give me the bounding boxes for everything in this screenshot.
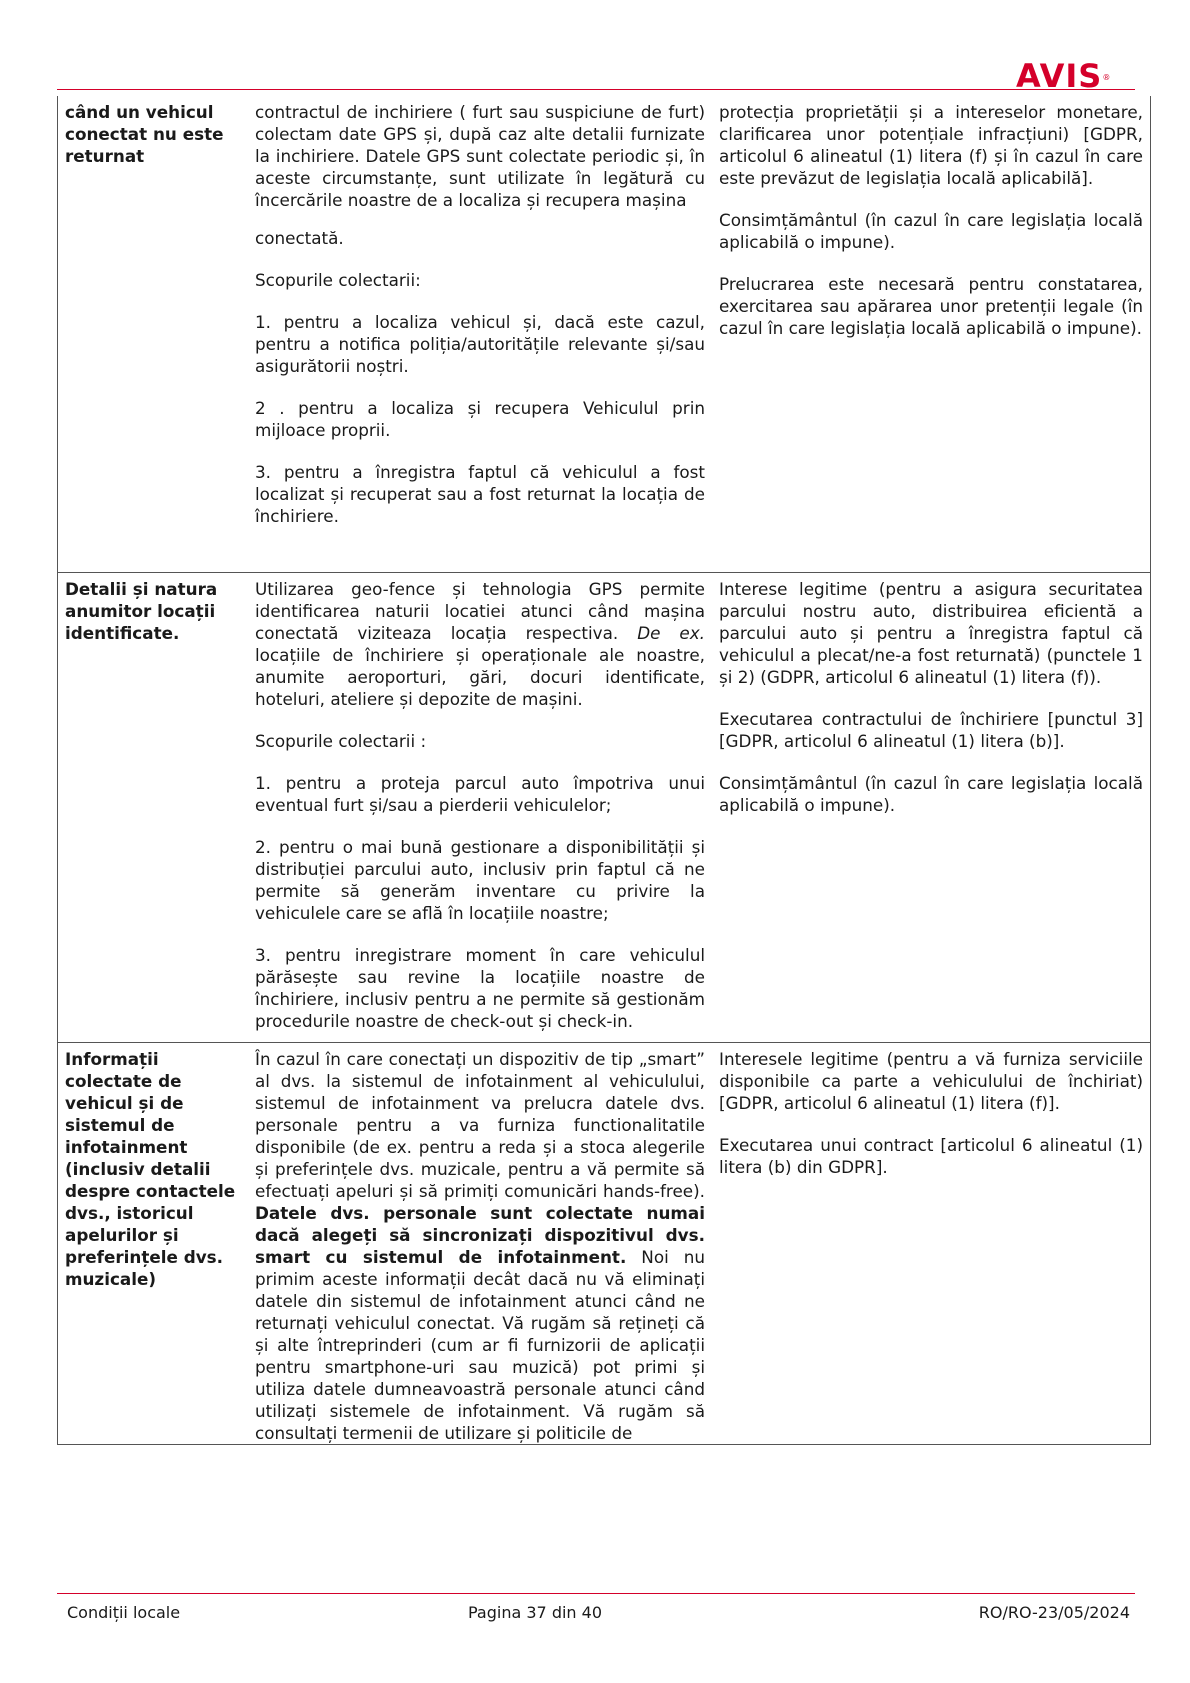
details-paragraph [255, 1048, 705, 1444]
details-cell [248, 572, 712, 1042]
details-italic: De ex. [637, 622, 705, 643]
details-paragraph: contractul de inchiriere ( furt sau suspiciune de furt) colectam date GPS și, după caz alte detalii furnizate la inchiriere. Datele GPS sunt colectate periodic și, în aceste circumstanțe, sunt utilizate în legătură cu încercările noastre de a localiza și recupera mașina [255, 102, 705, 210]
details-paragraph: 1. pentru a localiza vehicul și, dacă este cazul, pentru a notifica poliția/autoritățile relevante și/sau asigurătorii noștri. [255, 312, 705, 376]
details-text: locațiile de închiriere și operaționale ale noastre, anumite aeroporturi, gări, docuri identificate, hoteluri, ateliere și depozite de mașini. [255, 644, 705, 709]
header-rule [57, 89, 1135, 90]
footer-doc-ref: RO/RO-23/05/2024 [978, 1603, 1130, 1622]
basis-paragraph: Executarea unui contract [articolul 6 alineatul (1) litera (b) din GDPR]. [719, 1134, 1143, 1177]
details-paragraph: Scopurile colectarii : [255, 730, 427, 751]
basis-cell [712, 1042, 1151, 1444]
logo-text: AVIS [1016, 57, 1103, 95]
table-row [58, 1042, 1151, 1444]
details-cell [248, 1042, 712, 1444]
category-cell: Detalii și natura anumitor locații identificate. [58, 572, 249, 1042]
details-paragraph: 1. pentru a proteja parcul auto împotriva unui eventual furt și/sau a pierderii vehiculelor; [255, 772, 705, 815]
details-paragraph: 2 . pentru a localiza și recupera Vehiculul prin mijloace proprii. [255, 398, 705, 440]
basis-cell [712, 96, 1151, 572]
details-paragraph: 3. pentru a înregistra faptul că vehiculul a fost localizat și recuperat sau a fost returnat la locația de închiriere. [255, 462, 705, 526]
basis-paragraph: Interese legitime (pentru a asigura securitatea parcului nostru auto, distribuirea eficientă a parcului auto și pentru a înregistra faptul că vehiculul a plecat/ne-a fost returnată) (punctele 1 și 2) (GDPR, articolul 6 alineatul (1) litera (f)). [719, 578, 1143, 687]
details-paragraph: 3. pentru inregistrare moment în care vehiculul părăsește sau revine la locațiile noastre de închiriere, inclusiv pentru a ne permite să gestionăm procedurile noastre de check-out și check-in. [255, 944, 705, 1031]
basis-paragraph: protecția proprietății și a intereselor monetare, clarificarea unor potențiale infracțiuni) [GDPR, articolul 6 alineatul (1) litera (f) și în cazul în care este prevăzut de legislația locală aplicabilă]. [719, 102, 1143, 188]
footer-left: Condiții locale [67, 1603, 181, 1622]
table-row [58, 572, 1151, 1042]
details-paragraph: Scopurile colectarii: [255, 270, 421, 290]
basis-paragraph: Interesele legitime (pentru a vă furniza serviciile disponibile ca parte a vehiculului de închiriat) [GDPR, articolul 6 alineatul (1) litera (f)]. [719, 1048, 1143, 1113]
details-bold: Datele dvs. personale sunt colectate numai dacă alegeți să sincronizați dispozitivul dvs. smart cu sistemul de infotainment. [255, 1202, 705, 1267]
data-processing-table [57, 96, 1151, 1445]
basis-paragraph: Consimțământul (în cazul în care legislația locală aplicabilă o impune). [719, 772, 1143, 815]
footer-page-number: Pagina 37 din 40 [468, 1603, 602, 1622]
basis-cell [712, 572, 1151, 1042]
table-row [58, 96, 1151, 572]
details-paragraph: 2. pentru o mai bună gestionare a disponibilității și distribuției parcului auto, inclusiv prin faptul că ne permite să generăm inventare cu privire la vehiculele care se află în locațiile noastre; [255, 836, 705, 923]
basis-paragraph: Prelucrarea este necesară pentru constatarea, exercitarea sau apărarea unor pretenții legale (în cazul în care legislația locală aplicabilă o impune). [719, 274, 1143, 338]
details-paragraph [255, 578, 705, 710]
category-cell: Informații colectate de vehicul și de sistemul de infotainment (inclusiv detalii despre contactele dvs., istoricul apelurilor și preferințele dvs. muzicale) [58, 1042, 249, 1444]
category-cell: când un vehicul conectat nu este returnat [58, 96, 249, 572]
details-text: Noi nu primim aceste informații decât dacă nu vă eliminați datele din sistemul de infotainment atunci când ne returnați vehiculul conectat. Vă rugăm să rețineți că și alte întreprinderi (cum ar fi furnizorii de aplicații pentru smartphone-uri sau muzică) pot primi și utiliza datele dumneavoastră personale atunci când utilizați sistemele de infotainment. Vă rugăm să consultați termenii de utilizare și politicile de [255, 1246, 705, 1443]
details-text: În cazul în care conectați un dispozitiv de tip „smart” al dvs. la sistemul de infotainment al vehiculului, sistemul de infotainment va prelucra datele dvs. personale pentru a va furniza functionalitatile disponibile (de ex. pentru a reda și a stoca alegerile și preferințele dvs. muzicale, pentru a vă permite să efectuați apeluri și să primiți comunicări hands-free). [255, 1048, 705, 1201]
basis-paragraph: Executarea contractului de închiriere [punctul 3] [GDPR, articolul 6 alineatul (1) litera (b)]. [719, 708, 1143, 751]
details-text: Utilizarea geo-fence și tehnologia GPS permite identificarea naturii locatiei atunci când mașina conectată viziteaza locația respectiva. [255, 578, 705, 643]
registered-mark: ® [1102, 73, 1111, 82]
footer-rule [57, 1593, 1135, 1594]
basis-paragraph: Consimțământul (în cazul în care legislația locală aplicabilă o impune). [719, 210, 1143, 252]
details-paragraph: conectată. [255, 228, 344, 248]
details-cell [248, 96, 712, 572]
